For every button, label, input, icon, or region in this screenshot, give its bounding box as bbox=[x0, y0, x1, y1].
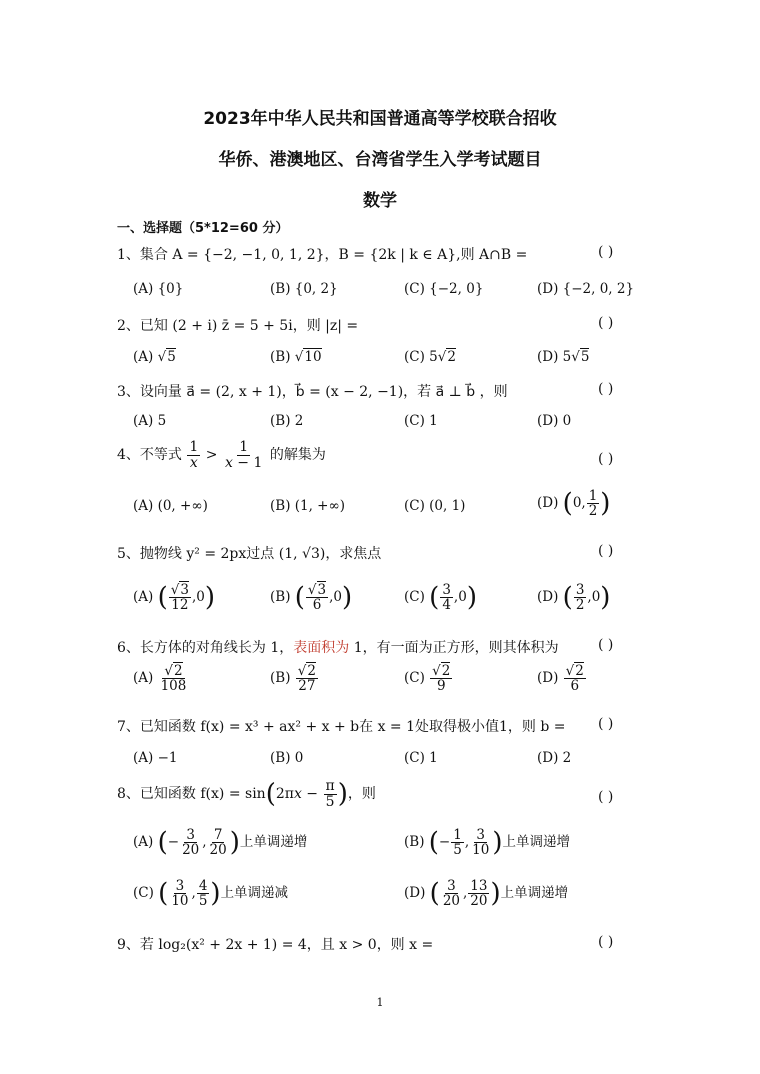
q3-option-c: (C) 1 bbox=[404, 413, 438, 429]
title-line-1: 2023年中华人民共和国普通高等学校联合招收 bbox=[203, 109, 557, 129]
question-7: 7、已知函数 f(x) = x³ + ax² + x + b在 x = 1处取得极小值1，则 b = bbox=[117, 719, 566, 735]
q3-option-d: (D) 0 bbox=[537, 413, 572, 429]
subject-title: 数学 bbox=[363, 191, 397, 211]
title-line-2: 华侨、港澳地区、台湾省学生入学考试题目 bbox=[218, 150, 542, 170]
q8-option-b: (B) (− $\frac{1}{5}$ , $\frac{3}{10}$ )上单调递增 bbox=[404, 827, 570, 859]
q3-option-b: (B) 2 bbox=[270, 413, 304, 429]
question-9: 9、若 log₂(x² + 2x + 1) = 4，且 x > 0，则 x = bbox=[117, 937, 434, 953]
q6-option-a: (A) $\frac{√2}{108}$ bbox=[133, 663, 187, 695]
q5-option-c: (C) ( $\frac{3}{4}$ ,0) bbox=[404, 582, 477, 614]
question-1: 1、集合 A = {−2, −1, 0, 1, 2}，B = {2k | k ∈ A},则 A∩B = bbox=[117, 247, 528, 263]
q5-option-d: (D) ( $\frac{3}{2}$ ,0) bbox=[537, 582, 611, 614]
section-heading: 一、选择题（5*12=60 分） bbox=[117, 221, 289, 236]
q3-option-a: (A) 5 bbox=[133, 413, 167, 429]
q6-option-c: (C) $\frac{√2}{9}$ bbox=[404, 663, 451, 695]
question-5: 5、抛物线 y² = 2px过点 (1, √3)，求焦点 bbox=[117, 546, 382, 562]
question-4: 4、不等式 $\frac{1}{x}$ > $\frac{1}{x - 1}$ 的解集为 bbox=[117, 439, 326, 471]
q7-option-b: (B) 0 bbox=[270, 750, 304, 766]
q7-option-a: (A) −1 bbox=[133, 750, 178, 766]
q1-option-b: (B) {0, 2} bbox=[270, 281, 338, 297]
q4-option-c: (C) (0, 1) bbox=[404, 498, 466, 514]
q2-option-c: (C) 5√2 bbox=[404, 349, 456, 365]
q4-option-d: (D) (0, $\frac{1}{2}$ ) bbox=[537, 488, 611, 520]
q2-option-a: (A) √5 bbox=[133, 349, 176, 365]
q2-option-d: (D) 5√5 bbox=[537, 349, 590, 365]
q5-option-a: (A) ( $\frac{√3}{12}$ ,0) bbox=[133, 582, 215, 614]
q1-option-d: (D) {−2, 0, 2} bbox=[537, 281, 635, 297]
q5-option-b: (B) ( $\frac{√3}{6}$ ,0) bbox=[270, 582, 353, 614]
answer-paren-8: ( ) bbox=[598, 789, 614, 805]
question-2: 2、已知 (2 + i) z̄ = 5 + 5i，则 |z| = bbox=[117, 318, 359, 334]
q1-option-c: (C) {−2, 0} bbox=[404, 281, 484, 297]
q4-fraction-left: $\frac{1}{x}$ bbox=[189, 439, 199, 471]
q7-option-d: (D) 2 bbox=[537, 750, 572, 766]
answer-paren-6: ( ) bbox=[598, 637, 614, 653]
answer-paren-3: ( ) bbox=[598, 381, 614, 397]
page-number: 1 bbox=[376, 996, 384, 1009]
q6-option-b: (B) $\frac{√2}{27}$ bbox=[270, 663, 316, 695]
q8-option-c: (C) ( $\frac{3}{10}$ , $\frac{4}{5}$ )上单调递减 bbox=[133, 878, 289, 910]
q8-option-a: (A) (− $\frac{3}{20}$ , $\frac{7}{20}$ )上单调递增 bbox=[133, 827, 308, 859]
q2-option-b: (B) √10 bbox=[270, 349, 322, 365]
answer-paren-2: ( ) bbox=[598, 315, 614, 331]
question-8: 8、已知函数 f(x) = sin(2πx − $\frac{\pi}{5}$ )，则 bbox=[117, 778, 376, 810]
answer-paren-4: ( ) bbox=[598, 451, 614, 467]
question-3: 3、设向量 a⃗ = (2, x + 1)，b⃗ = (x − 2, −1)，若 a⃗ ⊥ b⃗ ，则 bbox=[117, 384, 508, 400]
q6-option-d: (D) $\frac{√2}{6}$ bbox=[537, 663, 584, 695]
answer-paren-9: ( ) bbox=[598, 934, 614, 950]
q8-option-d: (D) ( $\frac{3}{20}$ , $\frac{13}{20}$ )上单调递增 bbox=[404, 878, 569, 910]
question-6: 6、长方体的对角线长为 1，表面积为 1，有一面为正方形，则其体积为 bbox=[117, 640, 559, 656]
q4-option-a: (A) (0, +∞) bbox=[133, 498, 208, 514]
q4-option-b: (B) (1, +∞) bbox=[270, 498, 346, 514]
q7-option-c: (C) 1 bbox=[404, 750, 438, 766]
answer-paren-1: ( ) bbox=[598, 244, 614, 260]
answer-paren-7: ( ) bbox=[598, 716, 614, 732]
answer-paren-5: ( ) bbox=[598, 543, 614, 559]
q4-fraction-right: $\frac{1}{x - 1}$ bbox=[224, 439, 263, 471]
q1-option-a: (A) {0} bbox=[133, 281, 184, 297]
